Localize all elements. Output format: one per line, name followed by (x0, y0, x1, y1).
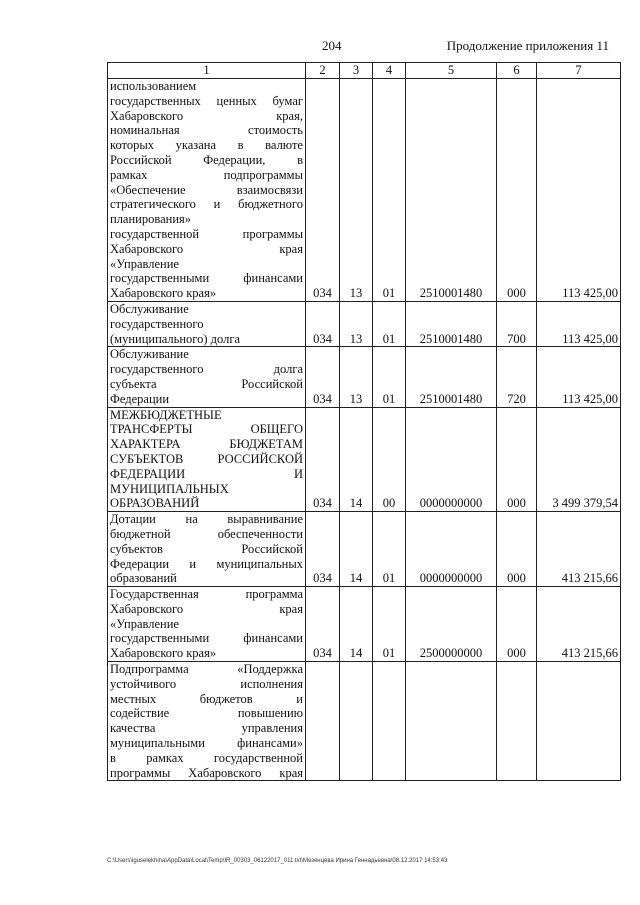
row-name-line: Хабаровского края (110, 241, 303, 256)
column-number: 7 (537, 63, 621, 79)
cell-grbs: 034 (306, 407, 340, 512)
cell-rz (340, 662, 373, 781)
row-name-line: ОБРАЗОВАНИЙ (110, 496, 200, 511)
row-name-line: субъекта Российской (110, 376, 303, 391)
row-name-line: Федерации и муниципальных (110, 556, 303, 571)
row-name-line: муниципальными финансами» (110, 736, 303, 751)
row-name-line: качества управления (110, 721, 303, 736)
row-name-line: ТРАНСФЕРТЫ ОБЩЕГО (110, 422, 303, 437)
row-name-line: Хабаровского края» (110, 286, 217, 301)
cell-sum: 113 425,00 (537, 347, 621, 407)
cell-sum: 113 425,00 (537, 301, 621, 346)
cell-vr: 000 (497, 512, 537, 587)
row-name-line: МУНИЦИПАЛЬНЫХ (110, 481, 229, 496)
column-number: 4 (373, 63, 406, 79)
row-name-line: (муниципального) долга (110, 331, 241, 346)
row-name-line: «Обеспечение взаимосвязи (110, 182, 303, 197)
cell-grbs: 034 (306, 587, 340, 662)
cell-vr: 000 (497, 587, 537, 662)
row-name-line: государственного долга (110, 362, 303, 377)
page-number: 204 (322, 38, 342, 53)
cell-rz: 13 (340, 79, 373, 302)
row-name-line: СУБЪЕКТОВ РОССИЙСКОЙ (110, 451, 303, 466)
row-name-line: государственными финансами (110, 631, 303, 646)
row-name-line: Обслуживание (110, 301, 189, 316)
cell-rz: 14 (340, 587, 373, 662)
cell-grbs (306, 662, 340, 781)
cell-csr: 0000000000 (406, 407, 497, 512)
cell-vr: 720 (497, 347, 537, 407)
row-name-line: Обслуживание (110, 347, 189, 362)
cell-rz: 14 (340, 512, 373, 587)
row-name-line: использованием (110, 79, 197, 93)
row-name-line: в рамках государственной (110, 750, 303, 765)
cell-pr: 01 (373, 301, 406, 346)
cell-grbs: 034 (306, 512, 340, 587)
cell-pr: 01 (373, 587, 406, 662)
cell-pr: 00 (373, 407, 406, 512)
row-name-line: бюджетной обеспеченности (110, 526, 303, 541)
row-name-line: Дотации на выравнивание (110, 512, 303, 527)
table-row (108, 347, 621, 407)
row-name-line: Хабаровского края» (110, 646, 217, 661)
cell-sum: 413 215,66 (537, 587, 621, 662)
row-name-line: государственных ценных бумаг (110, 93, 303, 108)
row-name-line: стратегического и бюджетного (110, 197, 303, 212)
budget-table (107, 62, 621, 781)
cell-csr: 0000000000 (406, 512, 497, 587)
column-number: 5 (406, 63, 497, 79)
row-name-line: планирования» (110, 212, 192, 227)
row-name (108, 407, 306, 512)
row-name-line: ФЕДЕРАЦИИ И (110, 466, 303, 481)
column-number: 1 (108, 63, 306, 79)
cell-sum: 113 425,00 (537, 79, 621, 302)
table-row (108, 301, 621, 346)
cell-csr: 2510001480 (406, 301, 497, 346)
cell-csr: 2510001480 (406, 79, 497, 302)
cell-vr: 700 (497, 301, 537, 346)
row-name-line: которых указана в валюте (110, 138, 303, 153)
row-name-line: государственными финансами (110, 271, 303, 286)
cell-rz: 13 (340, 301, 373, 346)
row-name-line: государственного (110, 316, 204, 331)
row-name (108, 79, 306, 302)
row-name-line: «Управление (110, 616, 179, 631)
row-name (108, 662, 306, 781)
row-name-line: содействие повышению (110, 706, 303, 721)
row-name-line: Государственная программа (110, 587, 303, 602)
row-name-line: рамках подпрограммы (110, 167, 303, 182)
cell-vr: 000 (497, 407, 537, 512)
row-name-line: субъектов Российской (110, 541, 303, 556)
cell-rz: 14 (340, 407, 373, 512)
row-name-line: устойчивого исполнения (110, 676, 303, 691)
footer-file-path: C:\Users\iguselekhina\AppData\Local\Temp\IR_00303_06122017_011.txt\Мезенцева Ирина Геннадьевна\08.12.2017 14:53:43 (107, 858, 448, 864)
row-name-line: Российской Федерации, в (110, 152, 303, 167)
cell-sum (537, 662, 621, 781)
row-name (108, 512, 306, 587)
column-number: 6 (497, 63, 537, 79)
row-name (108, 301, 306, 346)
table-row (108, 79, 621, 302)
row-name-line: номинальная стоимость (110, 123, 303, 138)
row-name-line: программы Хабаровского края (110, 765, 303, 780)
cell-csr: 2500000000 (406, 587, 497, 662)
cell-csr (406, 662, 497, 781)
continuation-label: Продолжение приложения 11 (446, 38, 609, 53)
row-name-line: Федерации (110, 391, 170, 406)
column-number: 2 (306, 63, 340, 79)
cell-pr: 01 (373, 347, 406, 407)
cell-rz: 13 (340, 347, 373, 407)
table-row (108, 407, 621, 512)
cell-grbs: 034 (306, 301, 340, 346)
cell-csr: 2510001480 (406, 347, 497, 407)
cell-pr (373, 662, 406, 781)
cell-vr (497, 662, 537, 781)
row-name-line: Подпрограмма «Поддержка (110, 662, 303, 677)
column-number-row (108, 63, 621, 79)
cell-vr: 000 (497, 79, 537, 302)
row-name (108, 347, 306, 407)
cell-sum: 413 215,66 (537, 512, 621, 587)
table-row (108, 662, 621, 781)
cell-pr: 01 (373, 512, 406, 587)
row-name-line: МЕЖБЮДЖЕТНЫЕ (110, 407, 222, 422)
row-name-line: «Управление (110, 256, 179, 271)
cell-grbs: 034 (306, 79, 340, 302)
row-name-line: государственной программы (110, 226, 303, 241)
row-name-line: Хабаровского края (110, 601, 303, 616)
row-name-line: Хабаровского края, (110, 108, 303, 123)
column-number: 3 (340, 63, 373, 79)
table-row (108, 587, 621, 662)
row-name-line: местных бюджетов и (110, 691, 303, 706)
cell-sum: 3 499 379,54 (537, 407, 621, 512)
row-name-line: образований (110, 571, 177, 586)
cell-pr: 01 (373, 79, 406, 302)
cell-grbs: 034 (306, 347, 340, 407)
row-name-line: ХАРАКТЕРА БЮДЖЕТАМ (110, 437, 303, 452)
row-name (108, 587, 306, 662)
table-row (108, 512, 621, 587)
